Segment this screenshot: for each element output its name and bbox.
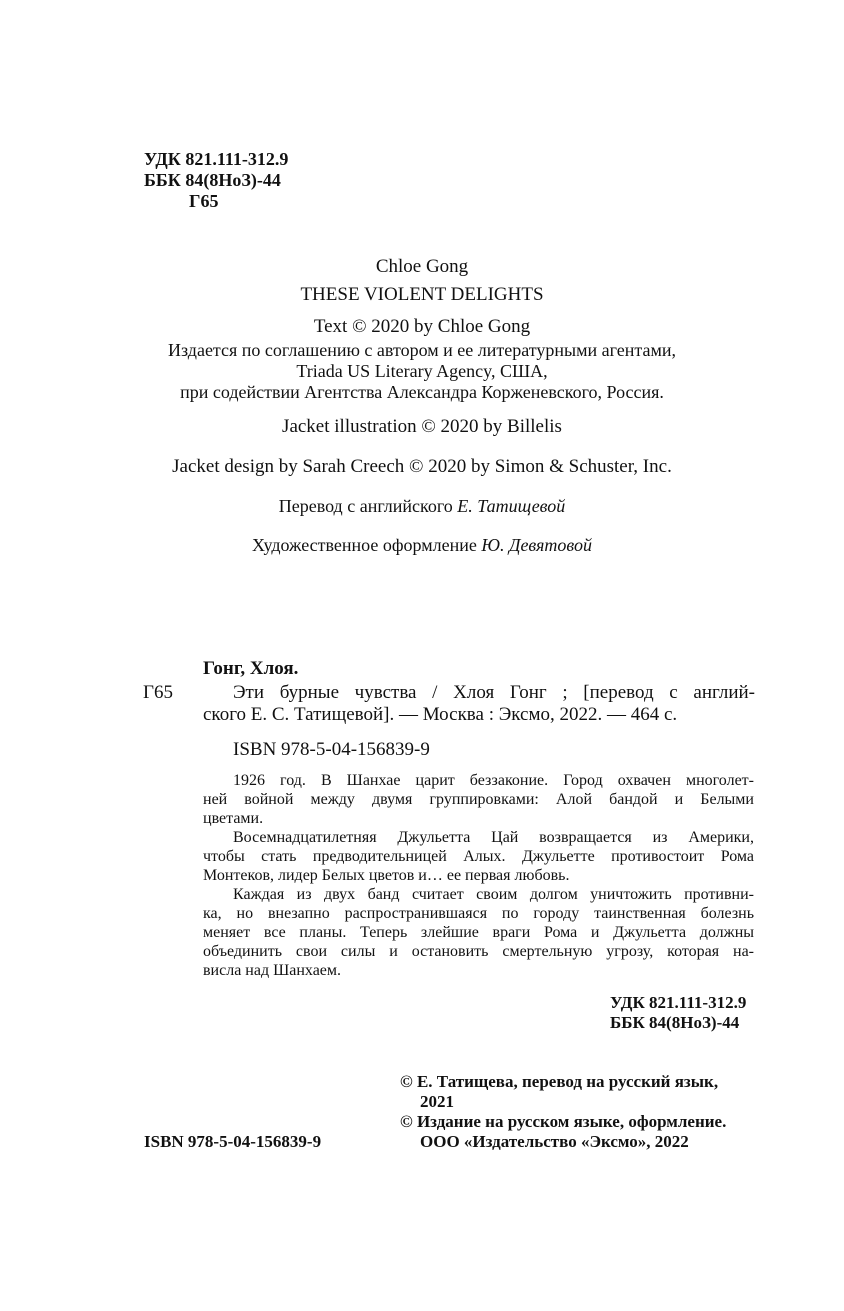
agreement-line: Triada US Literary Agency, США,	[296, 361, 548, 381]
original-author: Chloe Gong	[375, 256, 469, 277]
agreement-line: при содействии Агентства Александра Корженевского, Россия.	[180, 382, 664, 402]
agreement-line: Издается по соглашению с автором и ее литературными агентами,	[168, 340, 676, 360]
abstract-line: Каждая из двух банд считает своим долгом уничтожить противни-	[233, 886, 754, 903]
design-label: Художественное оформление	[252, 535, 477, 555]
citation-line: ского Е. С. Татищевой]. — Москва : Эксмо, 2022. — 464 с.	[203, 704, 678, 725]
bbk-header: ББК 84(8НоЗ)-44	[144, 170, 281, 190]
abstract-line: чтобы стать предводительницей Алых. Джульетте противостоит Рома	[203, 848, 754, 865]
citation-line: Эти бурные чувства / Хлоя Гонг ; [перевод с англий-	[233, 682, 755, 703]
design-credit	[0, 536, 844, 554]
jacket-illustration-credit: Jacket illustration © 2020 by Billelis	[282, 416, 562, 437]
abstract-line: меняет все планы. Теперь злейшие враги Рома и Джульетта должны	[203, 924, 754, 941]
abstract-line: цветами.	[203, 810, 264, 827]
abstract-line: ней войной между двумя группировками: Алой бандой и Белыми	[203, 791, 754, 808]
catalog-bbk: ББК 84(8НоЗ)-44	[610, 1013, 740, 1032]
catalog-udk: УДК 821.111-312.9	[610, 993, 747, 1012]
udk-header: УДК 821.111-312.9	[144, 149, 289, 169]
catalog-isbn: ISBN 978-5-04-156839-9	[233, 739, 430, 760]
copyright-translation-year: 2021	[420, 1092, 454, 1111]
copyright-translation: © Е. Татищева, перевод на русский язык,	[400, 1072, 719, 1091]
abstract-line: Восемнадцатилетняя Джульетта Цай возвращается из Америки,	[233, 829, 754, 846]
text-copyright: Text © 2020 by Chloe Gong	[313, 316, 531, 337]
author-sign-header: Г65	[189, 191, 219, 211]
copyright-edition: © Издание на русском языке, оформление.	[400, 1112, 727, 1131]
abstract-line: висла над Шанхаем.	[203, 962, 342, 979]
abstract-line: Монтеков, лидер Белых цветов и… ее первая любовь.	[203, 867, 570, 884]
jacket-design-credit: Jacket design by Sarah Creech © 2020 by Simon & Schuster, Inc.	[172, 456, 672, 477]
footer-isbn: ISBN 978-5-04-156839-9	[144, 1132, 322, 1151]
catalog-author-heading: Гонг, Хлоя.	[203, 658, 299, 679]
translation-label: Перевод с английского	[278, 496, 453, 516]
abstract-line: объединить свои силы и остановить смертельную угрозу, которая на-	[203, 943, 754, 960]
abstract-line: ка, но внезапно распространившаяся по городу таинственная болезнь	[203, 905, 754, 922]
catalog-author-sign: Г65	[143, 682, 173, 703]
abstract-line: 1926 год. В Шанхае царит беззаконие. Город охвачен многолет-	[233, 772, 754, 789]
translator-name: Е. Татищевой	[457, 496, 566, 516]
designer-name: Ю. Девятовой	[481, 535, 592, 555]
original-title: THESE VIOLENT DELIGHTS	[300, 284, 544, 305]
copyright-edition-publisher: ООО «Издательство «Эксмо», 2022	[420, 1132, 689, 1151]
translation-credit	[0, 497, 844, 515]
